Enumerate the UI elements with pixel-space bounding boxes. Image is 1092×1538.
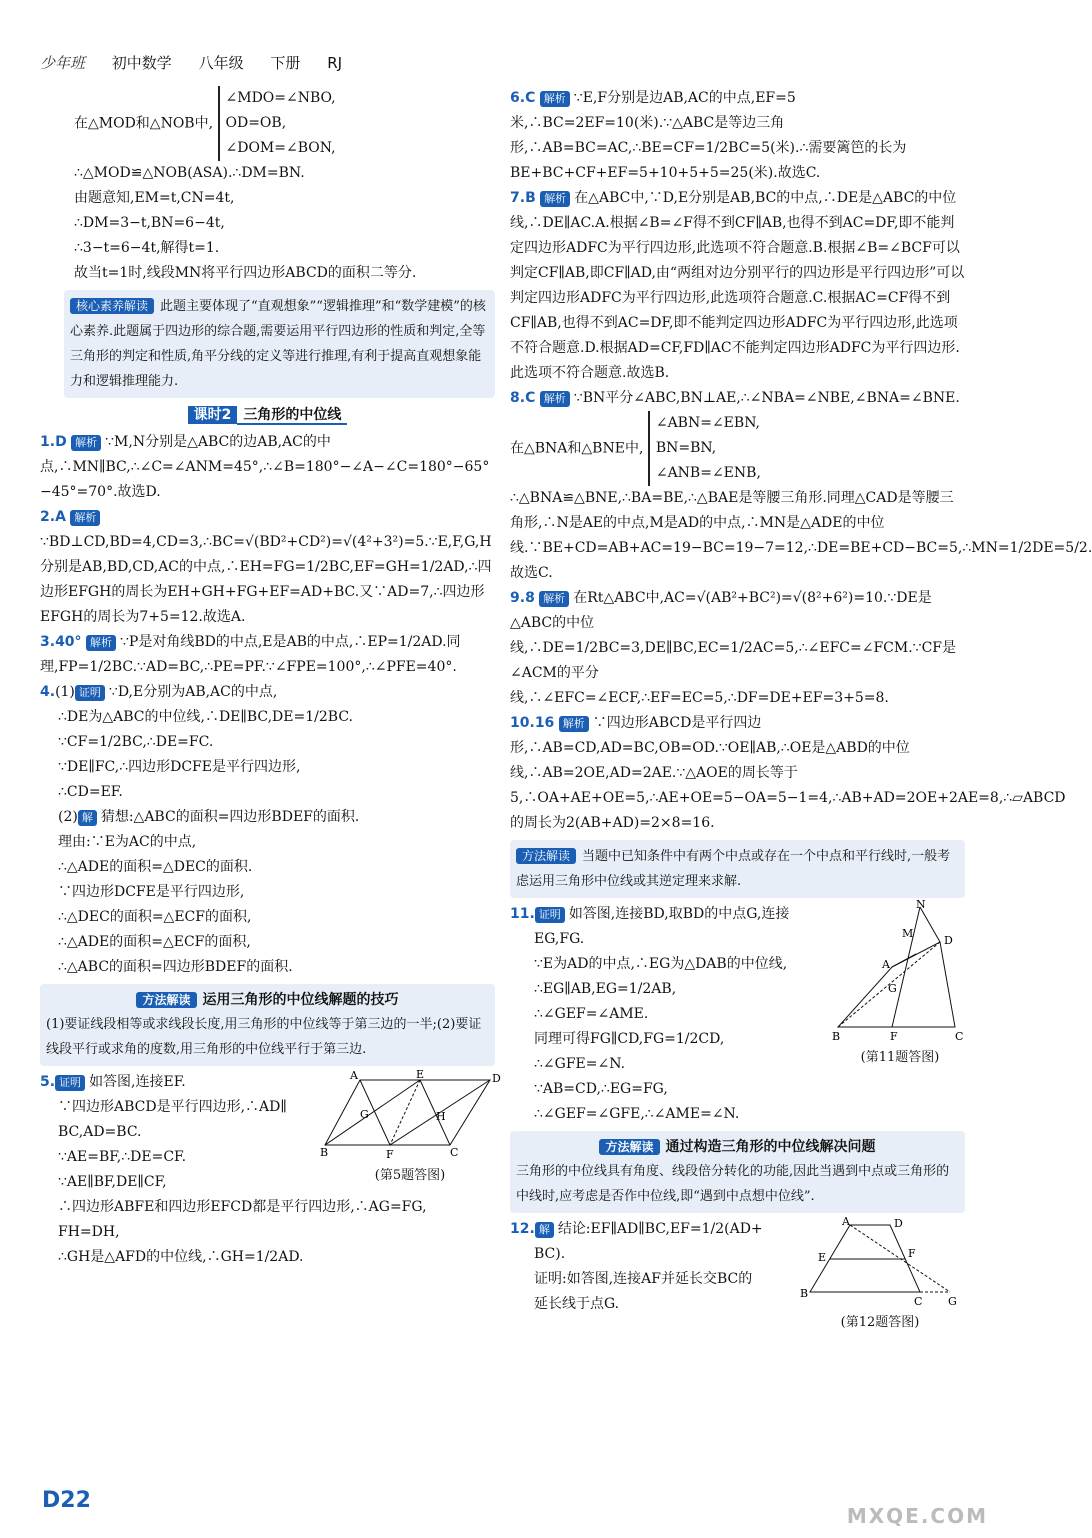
solution-line: 故当t=1时,线段MN将平行四边形ABCD的面积二等分.	[74, 265, 417, 281]
proof-line: ∴∠GEF=∠AME.	[534, 1006, 649, 1022]
proof-line: BC).	[534, 1246, 566, 1262]
svg-text:A: A	[882, 958, 890, 971]
proof-line: ∴GH是△AFD的中位线,∴GH=1/2AD.	[58, 1249, 304, 1265]
solution-line: 由题意知,EM=t,CN=4t,	[74, 190, 235, 206]
question-11	[510, 898, 965, 1127]
figure-q5	[320, 1070, 500, 1183]
header-edition: RJ	[327, 54, 343, 72]
q-text: ∵P是对角线BD的中点,E是AB的中点,∴EP=1/2AD.同理,FP=1/2BC.∵AD=BC,∴PE=PF.∵∠FPE=100°,∴∠PFE=40°.	[40, 634, 461, 675]
method-tag: 方法解读	[136, 992, 196, 1008]
question-7	[510, 186, 965, 386]
proof-line: ∵四边形DCFE是平行四边形,	[58, 884, 245, 900]
proof-line: ∴△DEC的面积=△ECF的面积,	[58, 909, 252, 925]
method-text: 三角形的中位线具有角度、线段倍分转化的功能,因此当遇到中点或三角形的中线时,应考虑是否作中位线,即“遇到中点想中位线”.	[516, 1164, 950, 1204]
method-tag: 方法解读	[599, 1139, 659, 1155]
brace-line: BN=BN,	[655, 440, 717, 456]
method-tag: 方法解读	[516, 848, 576, 864]
q-answer: 40°	[55, 634, 82, 650]
svg-text:B: B	[320, 1146, 329, 1159]
q-text: ∴△BNA≌△BNE,∴BA=BE,∴△BAE是等腰三角形.同理△CAD是等腰三角形,∴N是AE的中点,M是AD的中点,∴MN是△ADE的中位线.∵BE+CD=AB+AC=19−BC=19−7=12,∴DE=BE+CD−BC=5,∴MN=1/2DE=5/2.故选C.	[510, 490, 1092, 581]
method-title: 通过构造三角形的中位线解决问题	[665, 1139, 876, 1155]
brace-line: ∠ABN=∠EBN,	[655, 415, 760, 431]
proof-line: ∴DE为△ABC的中位线,∴DE∥BC,DE=1/2BC.	[58, 709, 353, 725]
question-8	[510, 386, 1092, 586]
svg-text:C: C	[914, 1295, 923, 1308]
svg-text:H: H	[436, 1110, 446, 1123]
q-text: ∵BD⊥CD,BD=4,CD=3,∴BC=√(BD²+CD²)=√(4²+3²)=5.∵E,F,G,H分别是AB,BD,CD,AC的中点,∴EH=FG=1/2BC,EF=GH=1/2AD,∴四边形EFGH的周长为EH+GH+FG+EF=AD+BC.又∵AD=7,∴四边形EFGH的周长为7+5=12.故选A.	[40, 534, 492, 625]
question-10	[510, 711, 1066, 836]
svg-text:E: E	[818, 1251, 827, 1264]
q-text: 在Rt△ABC中,AC=√(AB²+BC²)=√(8²+6²)=10.∵DE是△ABC的中位线,∴DE=1/2BC=3,DE∥BC,EC=1/2AC=5,∴∠EFC=∠FCM.∵CF是∠ACM的平分线,∴∠EFC=∠ECF,∴EF=EC=5,∴DF=DE+EF=3+5=8.	[510, 590, 957, 706]
q-answer: A	[55, 509, 66, 525]
question-5	[40, 1068, 501, 1270]
brace-line: ∠MDO=∠NBO,	[225, 90, 336, 106]
trapezoid-diagram	[800, 1217, 960, 1307]
header-volume: 下册	[270, 54, 301, 72]
question-1	[40, 430, 495, 505]
proof-line: BC,AD=BC.	[58, 1124, 142, 1140]
proof-line: ∴CD=EF.	[58, 784, 123, 800]
solution-line: ∴3−t=6−4t,解得t=1.	[74, 240, 220, 256]
analysis-tag: 解析	[540, 391, 570, 407]
analysis-tag: 解析	[86, 635, 116, 651]
q-text: ∵四边形ABCD是平行四边形,∴AB=CD,AD=BC,OB=OD.∵OE∥AB,∴OE是△ABD的中位线,∴AB=2OE,AD=2AE.∵△AOE的周长等于5,∴OA+AE+OE=5,∴AE+OE=5−OA=5−1=4,∴AB+AD=2OE+2AE=8,∴▱ABCD的周长为2(AB+AD)=2×8=16.	[510, 715, 1066, 831]
header-grade: 八年级	[198, 54, 244, 72]
figure-q12	[800, 1217, 960, 1330]
q-text: ∵BN平分∠ABC,BN⊥AE,∴∠NBA=∠NBE,∠BNA=∠BNE.在△BNA和△BNE中,	[510, 390, 960, 457]
proof-line: 猜想:△ABC的面积=四边形BDEF的面积.	[100, 809, 360, 825]
q-number: 11.	[510, 906, 535, 922]
proof-line: ∵四边形ABCD是平行四边形,∴AD∥	[58, 1099, 287, 1115]
page-header	[40, 52, 364, 73]
section-label: 课时2	[188, 406, 238, 424]
question-4	[40, 680, 495, 980]
q-number: 1.	[40, 434, 56, 450]
proof-line: ∴EG∥AB,EG=1/2AB,	[534, 981, 677, 997]
svg-text:D: D	[894, 1217, 903, 1230]
analysis-tag: 解析	[540, 91, 570, 107]
proof-line: ∵CF=1/2BC,∴DE=FC.	[58, 734, 214, 750]
q-number: 4.	[40, 684, 56, 700]
figure-caption: (第5题答图)	[374, 1168, 446, 1183]
solution-line: ∴DM=3−t,BN=6−4t,	[74, 215, 225, 231]
condition-brace	[218, 86, 336, 161]
q-answer: B	[525, 190, 536, 206]
proof-line: 同理可得FG∥CD,FG=1/2CD,	[534, 1031, 725, 1047]
analysis-tag: 解析	[70, 510, 100, 526]
analysis-tag: 解析	[539, 591, 569, 607]
header-subject: 初中数学	[111, 54, 172, 72]
proof-line: ∵AE∥BF,DE∥CF,	[58, 1174, 167, 1190]
question-12	[510, 1215, 965, 1330]
proof-tag: 证明	[75, 685, 105, 701]
q-text: ∵M,N分别是△ABC的边AB,AC的中点,∴MN∥BC,∴∠C=∠ANM=45°,∴∠B=180°−∠A−∠C=180°−65°−45°=70°.故选D.	[40, 434, 490, 500]
solve-tag: 解	[78, 810, 97, 826]
core-literacy-text: 此题主要体现了“直观想象”“逻辑推理”和“数学建模”的核心素养.此题属于四边形的综合题,需要运用平行四边形的性质和判定,全等三角形的判定和性质,角平分线的定义等进行推理,有利于提高直观想象能力和逻辑推理能力.	[70, 299, 486, 389]
proof-line: ∵AB=CD,∴EG=FG,	[534, 1081, 668, 1097]
quadrilateral-diagram	[830, 898, 970, 1043]
watermark: MXQE.COM	[846, 1504, 988, 1528]
q-text: ∵E,F分别是边AB,AC的中点,EF=5米,∴BC=2EF=10(米).∵△ABC是等边三角形,∴AB=BC=AC,∴BE=CF=1/2BC=5(米).∴需要篱笆的长为BE+BC+CF+EF=5+10+5+5=25(米).故选C.	[510, 90, 907, 181]
congruence-block	[74, 86, 495, 161]
proof-line: 结论:EF∥AD∥BC,EF=1/2(AD+	[557, 1221, 763, 1237]
method-box-1	[40, 984, 495, 1066]
method-text: 当题中已知条件中有两个中点或存在一个中点和平行线时,一般考虑运用三角形中位线或其逆定理来求解.	[516, 849, 951, 889]
question-6	[510, 86, 965, 186]
analysis-tag: 解析	[559, 716, 589, 732]
q-answer: D	[55, 434, 67, 450]
proof-line: 如答图,连接BD,取BD的中点G,连接	[568, 906, 790, 922]
svg-text:D: D	[492, 1072, 501, 1085]
method-box-2	[510, 840, 965, 898]
core-literacy-box	[64, 290, 495, 398]
svg-text:G: G	[948, 1295, 957, 1308]
figure-q11	[830, 898, 970, 1065]
section-name: 三角形的中位线	[237, 407, 347, 425]
q-number: 12.	[510, 1221, 535, 1237]
q-number: 10.	[510, 715, 535, 731]
svg-text:F: F	[386, 1148, 394, 1161]
page-number: D22	[42, 1488, 91, 1513]
brand-logo: 少年班	[40, 54, 86, 72]
proof-line: ∵DE∥FC,∴四边形DCFE是平行四边形,	[58, 759, 301, 775]
analysis-tag: 解析	[71, 435, 101, 451]
figure-caption: (第12题答图)	[840, 1315, 920, 1330]
proof-tag: 证明	[55, 1075, 85, 1091]
q-answer: C	[525, 90, 536, 106]
section-title	[40, 404, 495, 424]
q-answer: C	[525, 390, 536, 406]
question-2	[40, 505, 495, 630]
q-answer: 16	[534, 715, 555, 731]
proof-line: ∴△ABC的面积=四边形BDEF的面积.	[58, 959, 293, 975]
method-box-3	[510, 1131, 965, 1213]
brace-line: ∠ANB=∠ENB,	[655, 465, 761, 481]
left-column	[40, 86, 501, 1270]
proof-line: ∵E为AD的中点,∴EG为△DAB的中位线,	[534, 956, 788, 972]
analysis-tag: 解析	[540, 191, 570, 207]
parallelogram-diagram	[320, 1070, 500, 1160]
svg-text:G: G	[888, 982, 897, 995]
proof-line: 理由:∵E为AC的中点,	[58, 834, 197, 850]
q-number: 5.	[40, 1074, 56, 1090]
svg-text:C: C	[450, 1146, 459, 1159]
part-label: (1)	[55, 684, 75, 700]
proof-line: EG,FG.	[534, 931, 585, 947]
svg-text:B: B	[832, 1030, 841, 1043]
brace-line: ∠DOM=∠BON,	[225, 140, 336, 156]
proof-line: 证明:如答图,连接AF并延长交BC的	[534, 1271, 753, 1287]
svg-text:E: E	[416, 1068, 425, 1081]
q-number: 2.	[40, 509, 56, 525]
q-number: 6.	[510, 90, 526, 106]
proof-line: ∴四边形ABFE和四边形EFCD都是平行四边形,∴AG=FG,	[58, 1199, 427, 1215]
svg-text:C: C	[955, 1030, 964, 1043]
core-literacy-tag: 核心素养解读	[70, 298, 154, 314]
figure-caption: (第11题答图)	[860, 1050, 940, 1065]
question-3	[40, 630, 495, 680]
svg-text:A: A	[350, 1069, 358, 1082]
q-text: 在△ABC中,∵D,E分别是AB,BC的中点,∴DE是△ABC的中位线,∴DE∥AC.A.根据∠B=∠F得不到CF∥AB,也得不到AC=DF,即不能判定四边形ADFC为平行四边形,此选项不符合题意.B.根据∠B=∠BCF可以判定CF∥AB,即CF∥AD,由“两组对边分别平行的四边形是平行四边形”可以判定四边形ADFC为平行四边形,此选项符合题意.C.根据AC=CF得不到CF∥AB,也得不到AC=DF,即不能判定四边形ADFC为平行四边形,此选项不符合题意.D.根据AD=CF,FD∥AC不能判定四边形ADFC为平行四边形.此选项不符合题意.故选B.	[510, 190, 965, 381]
condition-brace	[648, 411, 761, 486]
q-answer: 8	[525, 590, 535, 606]
right-column	[510, 86, 1092, 1330]
q-number: 9.	[510, 590, 526, 606]
svg-text:D: D	[944, 934, 953, 947]
svg-text:M: M	[902, 927, 914, 940]
proof-line: ∵D,E分别为AB,AC的中点,	[108, 684, 278, 700]
method-text: (1)要证线段相等或求线段长度,用三角形的中位线等于第三边的一半;(2)要证线段平行或求角的度数,用三角形的中位线平行于第三边.	[46, 1017, 482, 1057]
q-number: 3.	[40, 634, 56, 650]
svg-text:G: G	[360, 1108, 369, 1121]
proof-line: ∵AE=BF,∴DE=CF.	[58, 1149, 187, 1165]
svg-text:B: B	[800, 1287, 809, 1300]
proof-line: ∴△ADE的面积=△DEC的面积.	[58, 859, 253, 875]
question-9	[510, 586, 965, 711]
svg-text:F: F	[908, 1247, 916, 1260]
proof-line: FH=DH,	[58, 1224, 120, 1240]
congruence-intro: 在△MOD和△NOB中,	[74, 115, 214, 132]
solve-tag: 解	[535, 1222, 554, 1238]
brace-line: OD=OB,	[225, 115, 287, 131]
proof-line: 延长线于点G.	[534, 1296, 620, 1312]
q-number: 8.	[510, 390, 526, 406]
svg-text:N: N	[916, 898, 926, 911]
proof-line: 如答图,连接EF.	[89, 1074, 186, 1090]
part-label: (2)	[58, 809, 78, 825]
method-title: 运用三角形的中位线解题的技巧	[202, 992, 399, 1008]
solution-line: ∴△MOD≌△NOB(ASA).∴DM=BN.	[74, 165, 305, 181]
proof-line: ∴△ADE的面积=△ECF的面积,	[58, 934, 251, 950]
proof-line: ∴∠GFE=∠N.	[534, 1056, 626, 1072]
q-number: 7.	[510, 190, 526, 206]
svg-text:F: F	[890, 1030, 898, 1043]
proof-line: ∴∠GEF=∠GFE,∴∠AME=∠N.	[534, 1106, 740, 1122]
proof-tag: 证明	[535, 907, 565, 923]
svg-text:A: A	[842, 1215, 850, 1228]
